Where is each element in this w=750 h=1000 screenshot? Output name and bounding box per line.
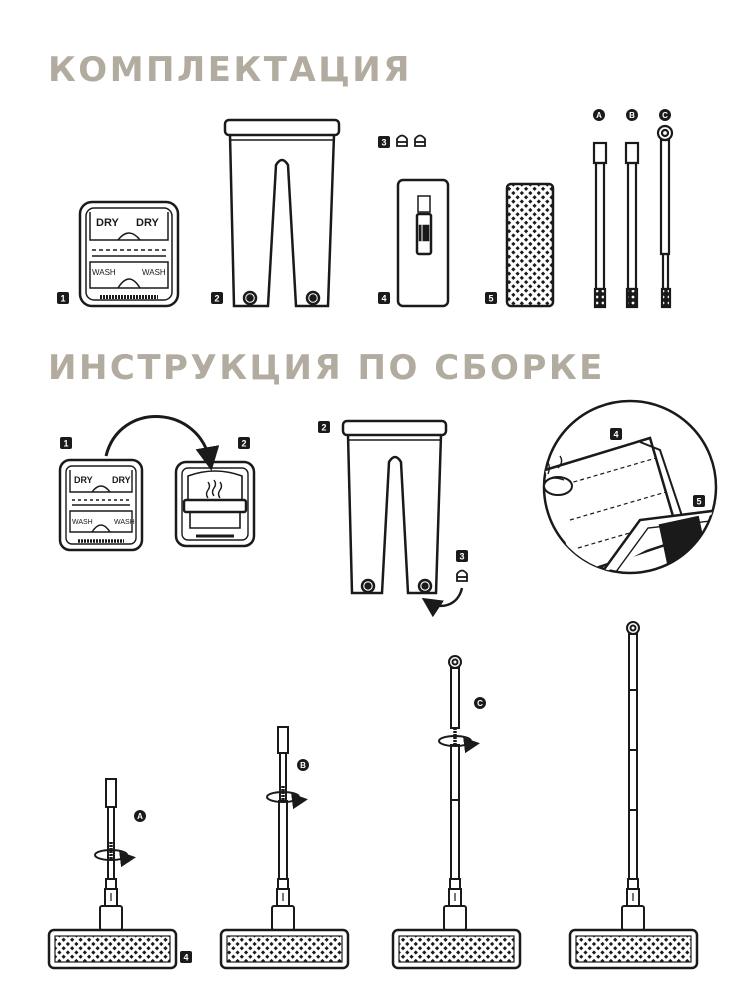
wheel-part <box>457 571 467 582</box>
kit-item-2-bucket <box>225 120 339 306</box>
kit-section-title: КОМПЛЕКТАЦИЯ <box>48 50 412 90</box>
svg-text:C: C <box>477 699 483 708</box>
assembly-badge-bucket-2 <box>318 421 330 433</box>
svg-text:4: 4 <box>183 952 189 963</box>
mop-badge-b <box>297 759 309 771</box>
assembly-badge-1 <box>60 437 72 449</box>
kit-item-1-tray <box>80 202 178 306</box>
svg-text:3: 3 <box>459 551 465 562</box>
badge-1 <box>57 292 69 304</box>
assembly-step1-tray <box>60 460 142 550</box>
detail-badge-4 <box>610 428 622 440</box>
mop-step-2 <box>221 727 348 968</box>
mop-step-1 <box>49 779 176 968</box>
svg-text:3: 3 <box>381 137 387 148</box>
mop-badge-c <box>474 697 486 709</box>
wash-label: WASH <box>92 268 116 277</box>
dry-label: DRY <box>96 217 119 229</box>
svg-text:5: 5 <box>696 496 702 507</box>
badge-2 <box>211 292 223 304</box>
badge-3 <box>378 136 390 148</box>
badge-c <box>659 109 671 121</box>
handle-c <box>658 126 672 307</box>
badge-4 <box>378 292 390 304</box>
mop-step-3 <box>393 656 520 968</box>
svg-text:5: 5 <box>488 293 494 304</box>
mop-badge-a <box>134 810 146 822</box>
svg-text:4: 4 <box>613 429 619 440</box>
kit-item-4-cartridge <box>398 180 448 306</box>
svg-text:4: 4 <box>381 293 387 304</box>
assembly-section-title: ИНСТРУКЦИЯ ПО СБОРКЕ <box>48 348 605 388</box>
svg-text:A: A <box>596 111 602 120</box>
detail-circle <box>544 401 720 580</box>
wash-label: WASH <box>142 268 166 277</box>
kit-item-3-wheels <box>397 136 425 147</box>
svg-text:1: 1 <box>60 293 66 304</box>
svg-text:B: B <box>629 111 635 120</box>
svg-text:2: 2 <box>321 422 327 433</box>
assembly-bucket <box>343 421 446 593</box>
dry-label: DRY <box>136 217 159 229</box>
svg-text:1: 1 <box>63 438 69 449</box>
dry-label: DRY <box>112 475 131 485</box>
mop-assembled <box>570 622 697 968</box>
svg-text:C: C <box>662 111 668 120</box>
assembly-step2-tray <box>176 462 254 546</box>
wash-label: WASH <box>114 519 135 526</box>
assembly-badge-3 <box>456 550 468 562</box>
wash-label: WASH <box>72 519 93 526</box>
svg-text:2: 2 <box>241 438 247 449</box>
svg-text:2: 2 <box>214 293 220 304</box>
handle-a <box>594 143 606 307</box>
badge-b <box>626 109 638 121</box>
svg-text:A: A <box>137 812 143 821</box>
assembly-badge-2 <box>238 437 250 449</box>
move-arrow <box>106 417 210 462</box>
wheel-arrow <box>428 588 462 606</box>
kit-item-5-mop-pad <box>507 184 553 306</box>
handle-b <box>626 143 638 307</box>
dry-label: DRY <box>74 475 93 485</box>
svg-text:B: B <box>300 761 306 770</box>
badge-5 <box>485 292 497 304</box>
badge-a <box>593 109 605 121</box>
detail-badge-5 <box>693 495 705 507</box>
mop-badge-4 <box>180 951 192 963</box>
